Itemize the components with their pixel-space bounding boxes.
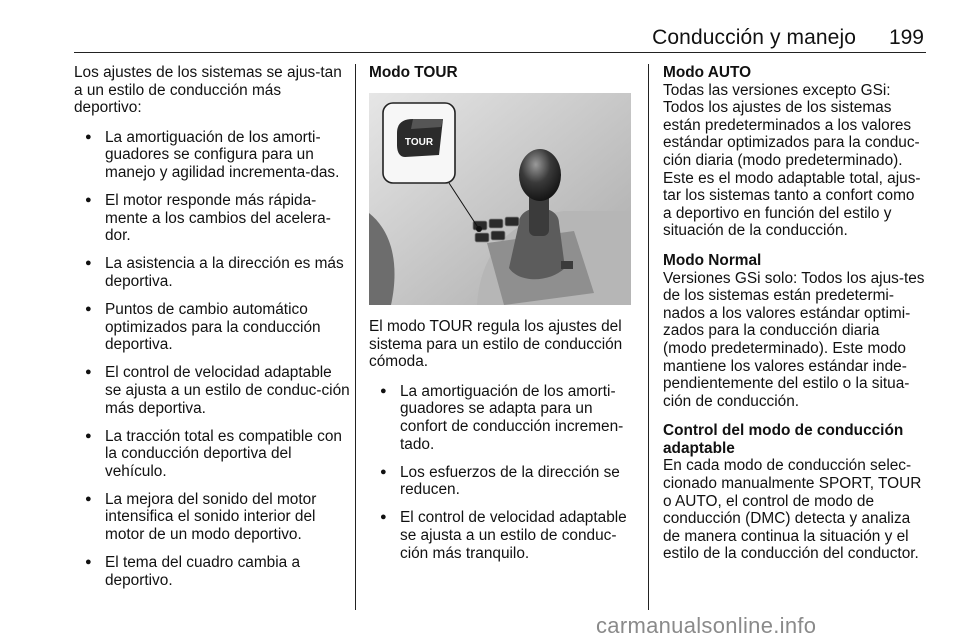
sport-bullet-list	[74, 129, 350, 590]
list-item: ● El tema del cuadro cambia a deportivo.	[74, 554, 350, 589]
auto-text: Todas las versiones excepto GSi: Todos los ajustes de los sistemas están predeterminados a los valores estándar optimizados para la conduc-ción diaria (modo predeterminado). Este es el modo adaptable total, ajus-tar los sistemas tanto a confort como a deportivo en función del estilo y situación de la conducción.	[663, 81, 921, 240]
tour-paragraph: El modo TOUR regula los ajustes del sistema para un estilo de conducción cómoda.	[369, 318, 623, 371]
normal-heading: Modo Normal	[663, 251, 762, 269]
dmc-heading: Control del modo de conducción adaptable	[663, 422, 904, 457]
sport-intro-text: Los ajustes de los sistemas se ajus-tan a un estilo de conducción más deportivo:	[74, 64, 342, 117]
list-item: ● El motor responde más rápida-mente a los cambios del acelera-dor.	[74, 192, 350, 245]
list-item: ● La mejora del sonido del motor intensifica el sonido interior del motor de un modo deportivo.	[74, 491, 350, 544]
dmc-text: En cada modo de conducción selec-cionado manualmente SPORT, TOUR o AUTO, el control de modo de conducción (DMC) detecta y analiza de manera continua la situación y el estilo de la conducción del conductor.	[663, 457, 922, 563]
normal-text: Versiones GSi solo: Todos los ajus-tes de los sistemas están predetermi-nados a los valores estándar optimi-zados para la conducción diaria (modo predeterminado). Este modo mantiene los valores estándar inde-pendientemente del estilo o la situa-ción de conducción.	[663, 269, 925, 410]
tour-description	[369, 318, 633, 573]
tour-button-photo	[369, 93, 631, 305]
column-divider-left	[355, 64, 356, 610]
list-item: ● Puntos de cambio automático optimizados para la conducción deportiva.	[74, 301, 350, 354]
column-divider-right	[648, 64, 649, 610]
list-item: ● El control de velocidad adaptable se ajusta a un estilo de conduc-ción más deportiva.	[74, 364, 350, 417]
list-item: ● La amortiguación de los amorti-guadores se configura para un manejo y agilidad incrementa-das.	[74, 129, 350, 182]
page-header	[74, 26, 926, 53]
watermark-text: carmanualsonline.info	[596, 613, 817, 638]
tour-bullet-list	[369, 383, 633, 562]
page-number: 199	[888, 26, 924, 49]
tour-heading: Modo TOUR	[369, 64, 458, 81]
list-item: ● Los esfuerzos de la dirección se reducen.	[369, 464, 633, 499]
column-modes	[663, 64, 927, 575]
list-item: ● La amortiguación de los amorti-guadores se adapta para un confort de conducción incremen-tado.	[369, 383, 633, 453]
auto-heading: Modo AUTO	[663, 64, 752, 81]
column-sport-settings	[74, 64, 350, 600]
list-item: ● La tracción total es compatible con la conducción deportiva del vehículo.	[74, 428, 350, 481]
list-item: ● La asistencia a la dirección es más deportiva.	[74, 255, 350, 290]
section-title: Conducción y manejo	[652, 26, 856, 49]
tour-button-label: TOUR	[404, 137, 434, 148]
list-item: ● El control de velocidad adaptable se ajusta a un estilo de conduc-ción más tranquilo.	[369, 509, 633, 562]
